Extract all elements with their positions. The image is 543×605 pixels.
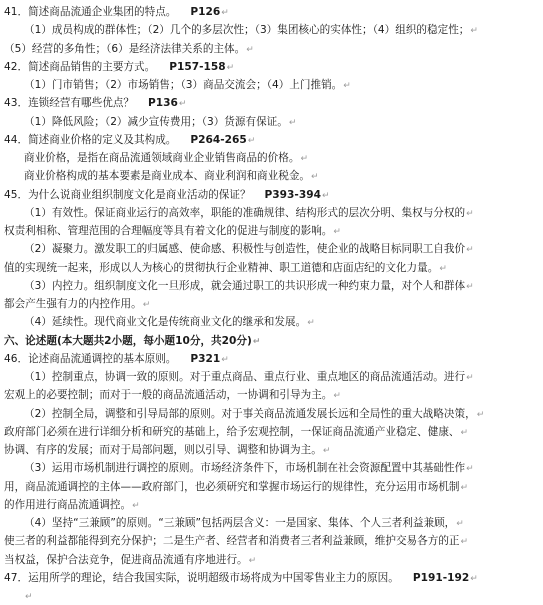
text-line	[4, 405, 539, 423]
line-text: （1）有效性。保证商业运行的高效率，职能的准确规律、结构形式的层次分明、集权与分权的	[24, 206, 466, 219]
paragraph-mark-icon: ↵	[311, 172, 319, 183]
page-reference: P321	[190, 352, 221, 365]
line-text: 政府部门必须在进行详细分析和研究的基础上，给予宏观控制，一保证商品流通产业稳定、健康、	[4, 425, 460, 438]
paragraph-mark-icon: ↵	[456, 519, 464, 529]
text-line	[4, 94, 539, 112]
page-reference: P264-265	[190, 133, 247, 146]
text-line	[4, 350, 539, 368]
line-text: （4）坚持“三兼顾”的原则。“三兼顾”包括两层含义：一是国家、集体、个人三者利益兼顾，	[24, 517, 456, 529]
paragraph-mark-icon: ↵	[226, 62, 235, 73]
paragraph-mark-icon: ↵	[470, 26, 478, 37]
line-text: （2）凝聚力。激发职工的归属感、使命感、积极性与创造性，使企业的战略目标同职工自我价	[24, 243, 466, 256]
paragraph-mark-icon: ↵	[439, 263, 447, 274]
paragraph-mark-icon: ↵	[466, 464, 474, 475]
line-text: （1）门市销售；（2）市场销售；（3）商品交流会；（4）上门推销。	[24, 79, 343, 91]
paragraph-mark-icon: ↵	[460, 427, 469, 438]
paragraph-mark-icon: ↵	[246, 44, 254, 55]
paragraph-mark-icon: ↵	[252, 336, 261, 347]
page-reference: P157-158	[169, 60, 226, 73]
line-text: （2）控制全局，调整和引导局部的原则。对于事关商品流通发展长远和全局性的重大战略决策，	[24, 407, 476, 420]
page-reference: P393-394	[264, 188, 321, 201]
line-text: （1）降低风险；（2）减少宣传费用；（3）货源有保证。	[24, 115, 288, 128]
text-line	[4, 259, 539, 277]
line-text: 值的实现统一起来，形成以人为核心的贯彻执行企业精神、职工道德和店面店纪的文化力量。	[4, 261, 439, 274]
line-text: （5）经营的多角性；（6）是经济法律关系的主体。	[4, 42, 246, 55]
line-text: 44．简述商业价格的定义及其构成。	[4, 133, 177, 146]
paragraph-mark-icon: ↵	[307, 318, 315, 329]
text-line	[4, 514, 539, 532]
text-line	[4, 131, 539, 149]
line-text: 使三者的利益都能得到充分保护；二是生产者、经营者和消费者三者利益兼顾，维护交易各方的正	[4, 535, 460, 548]
line-text: 六、论述题(本大题共2小题，每小题10分，共20分)	[4, 334, 252, 347]
line-text: 的作用进行商品流通调控。	[4, 498, 132, 511]
text-line	[4, 240, 539, 258]
paragraph-mark-icon: ↵	[476, 409, 485, 420]
text-line	[4, 587, 539, 605]
line-text: 当权益，保护合法竞争，促进商品流通有序地进行。	[4, 553, 248, 566]
line-text: 宏观上的必要控制；而对于一般的商品流通活动，一协调和引导为主。	[4, 389, 333, 402]
text-line	[4, 186, 539, 204]
text-line	[4, 532, 539, 550]
line-text: （3）内控力。组织制度文化一旦形成，就会通过职工的共识形成一种约束力量，对个人和群体	[24, 279, 466, 292]
document-body	[4, 3, 539, 605]
document-page	[4, 3, 539, 605]
page-reference: P126	[190, 6, 221, 18]
text-line	[4, 113, 539, 131]
paragraph-mark-icon: ↵	[470, 573, 478, 584]
paragraph-mark-icon: ↵	[333, 227, 341, 237]
line-text: 商业价格，是指在商品流通领域商业企业销售商品的价格。	[24, 152, 300, 164]
line-text: 权责利相称、管理范围的合理幅度等具有着文化的促进与制度的影响。	[4, 225, 333, 237]
text-line	[4, 551, 539, 569]
paragraph-mark-icon: ↵	[221, 8, 229, 18]
text-line	[4, 332, 539, 350]
text-line	[4, 423, 539, 441]
paragraph-mark-icon: ↵	[25, 592, 33, 602]
paragraph-mark-icon: ↵	[466, 373, 474, 383]
text-line	[4, 277, 539, 295]
text-line	[4, 76, 539, 94]
paragraph-mark-icon: ↵	[248, 555, 257, 566]
line-text: （1）控制重点，协调一致的原则。对于重点商品、重点行业、重点地区的商品流通活动。进行	[24, 371, 466, 383]
line-text: 都会产生强有力的内控作用。	[4, 298, 142, 310]
line-text: （4）延续性。现代商业文化是传统商业文化的继承和发展。	[24, 316, 307, 329]
text-line	[4, 313, 539, 331]
text-line	[4, 295, 539, 313]
paragraph-mark-icon: ↵	[288, 117, 297, 128]
paragraph-mark-icon: ↵	[142, 300, 151, 310]
paragraph-mark-icon: ↵	[466, 245, 474, 256]
text-line	[4, 478, 539, 496]
line-text: 43．连锁经营有哪些优点？	[4, 97, 135, 110]
text-line	[4, 496, 539, 514]
paragraph-mark-icon: ↵	[460, 482, 469, 493]
paragraph-mark-icon: ↵	[333, 391, 341, 402]
paragraph-mark-icon: ↵	[221, 354, 229, 365]
text-line	[4, 386, 539, 404]
line-text: 41．简述商品流通企业集团的特点。	[4, 6, 177, 18]
text-line	[4, 40, 539, 58]
paragraph-mark-icon: ↵	[321, 190, 330, 201]
text-line	[4, 3, 539, 21]
line-text: （1）成员构成的群体性；（2）几个的多层次性；（3）集团核心的实体性；（4）组织的稳定性；	[24, 24, 470, 37]
paragraph-mark-icon: ↵	[132, 500, 140, 511]
paragraph-mark-icon: ↵	[460, 537, 469, 548]
text-line	[4, 222, 539, 240]
paragraph-mark-icon: ↵	[466, 208, 474, 219]
line-text: 商业价格构成的基本要素是商业成本、商业利润和商业税金。	[24, 170, 311, 183]
text-line	[4, 204, 539, 222]
text-line	[4, 21, 539, 39]
line-text: 46．论述商品流通调控的基本原则。	[4, 352, 177, 365]
text-line	[4, 167, 539, 185]
page-reference: P136	[148, 97, 178, 110]
line-text: 协调、有序的发展；而对于局部问题，则以引导、调整和协调为主。	[4, 444, 322, 456]
text-line	[4, 149, 539, 167]
text-line	[4, 459, 539, 477]
line-text: 47．运用所学的理论，结合我国实际，说明超级市场将成为中国零售业主力的原因。	[4, 571, 399, 584]
line-text: 45．为什么说商业组织制度文化是商业活动的保证？	[4, 188, 251, 201]
paragraph-mark-icon: ↵	[466, 281, 474, 292]
paragraph-mark-icon: ↵	[247, 135, 256, 146]
text-line	[4, 569, 539, 587]
paragraph-mark-icon: ↵	[322, 446, 331, 456]
text-line	[4, 368, 539, 386]
page-reference: P191-192	[412, 571, 470, 584]
text-line	[4, 58, 539, 76]
line-text: （3）运用市场机制进行调控的原则。市场经济条件下，市场机制在社会资源配置中其基础性作	[24, 462, 466, 475]
line-text: 42．简述商品销售的主要方式。	[4, 60, 156, 73]
text-line	[4, 441, 539, 459]
paragraph-mark-icon: ↵	[178, 99, 187, 110]
paragraph-mark-icon: ↵	[300, 154, 308, 164]
line-text: 用，商品流通调控的主体——政府部门，也必须研究和掌握市场运行的规律性，充分运用市场机制	[4, 480, 460, 493]
paragraph-mark-icon: ↵	[343, 81, 351, 91]
